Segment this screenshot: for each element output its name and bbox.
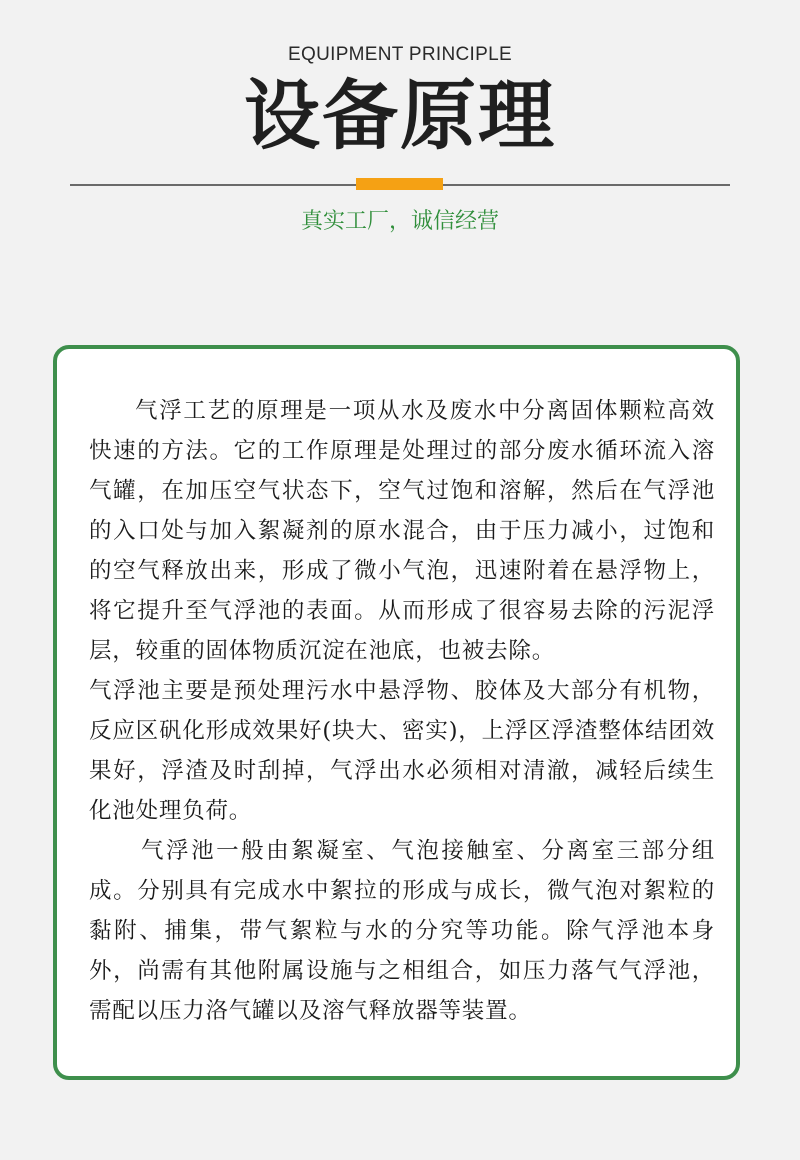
accent-bar — [356, 178, 443, 190]
section-subtitle-en: EQUIPMENT PRINCIPLE — [288, 44, 512, 65]
page-title: 设备原理 — [244, 71, 556, 160]
paragraph-intro: 气浮工艺的原理是一项从水及废水中分离固体颗粒高效快速的方法。它的工作原理是处理过的部分废水循环流入溶气罐，在加压空气状态下，空气过饱和溶解，然后在气浮池的入口处与加入絮凝剂的原水混合，由于压力减小，过饱和的空气释放出来，形成了微小气泡，迅速附着在悬浮物上，将它提升至气浮池的表面。从而形成了很容易去除的污泥浮层，较重的固体物质沉淀在池底，也被去除。 — [89, 398, 715, 664]
principle-text — [89, 391, 715, 1031]
paragraph-function: 气浮池主要是预处理污水中悬浮物、胶体及大部分有机物，反应区矾化形成效果好(块大、密实)，上浮区浮渣整体结团效果好，浮渣及时刮掉，气浮出水必须相对清澈，减轻后续生化池处理负荷。 — [89, 678, 715, 824]
slogan: 真实工厂，诚信经营 — [300, 209, 499, 234]
paragraph-structure: 气浮池一般由絮凝室、气泡接触室、分离室三部分组成。分别具有完成水中絮拉的形成与成长，微气泡对絮粒的黏附、捕集，带气絮粒与水的分究等功能。除气浮池本身外，尚需有其他附属设施与之相组合，如压力落气气浮池，需配以压力洛气罐以及溶气释放器等装置。 — [89, 838, 715, 1024]
